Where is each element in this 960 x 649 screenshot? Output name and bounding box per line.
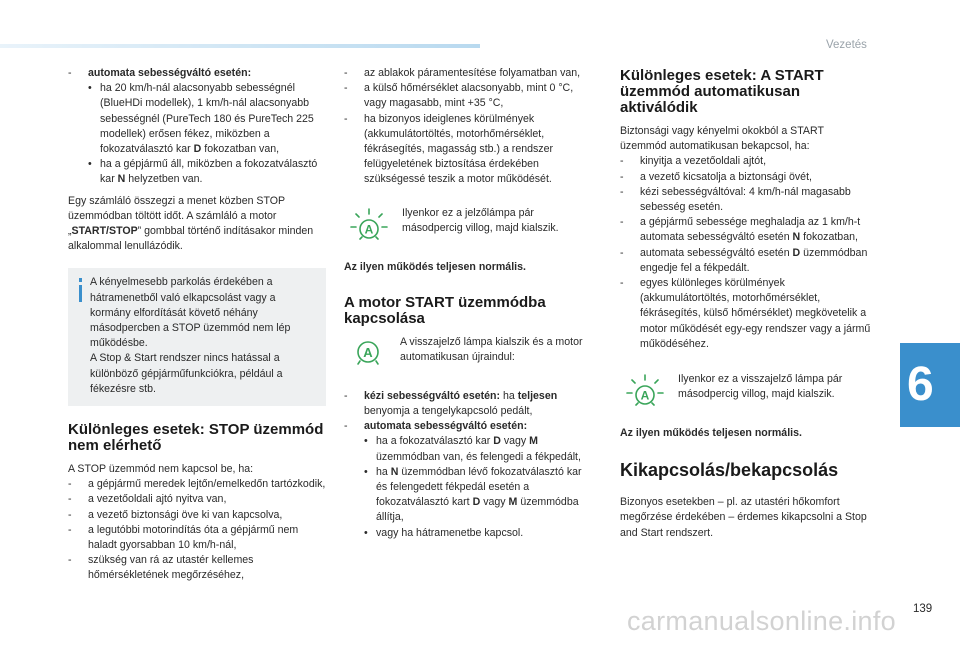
svg-text:A: A xyxy=(364,222,374,237)
column-1 xyxy=(68,66,326,584)
list-item: - automata sebességváltó esetén: xyxy=(344,419,590,434)
list-item: - kézi sebességváltóval: 4 km/h-nál magasabb sebesség esetén. xyxy=(620,185,872,215)
watermark: carmanualsonline.info xyxy=(627,606,896,636)
paragraph: Bizonyos esetekben – pl. az utastéri hőkomfort megőrzése érdekében – érdemes kikapcsolni a Stop and Start rendszert. xyxy=(620,496,867,539)
lamp-note xyxy=(344,335,590,371)
info-text: A kényelmesebb parkolás érdekében a hátramenetből való elkapcsolást vagy a kormány elfordítását követő néhány másodpercben a STOP üzemmód nem lép működésbe. xyxy=(90,276,291,350)
list-item: - a vezető kicsatolja a biztonsági övét, xyxy=(620,170,872,185)
warning-lamp-note xyxy=(344,206,590,248)
section-heading: Kikapcsolás/bekapcsolás xyxy=(620,460,839,481)
list-item: - automata sebességváltó esetén D üzemmódban engedje fel a fékpedált. xyxy=(620,246,872,276)
chapter-tab: 6 xyxy=(900,343,960,427)
section-heading: Különleges esetek: STOP üzemmód nem elérhető xyxy=(68,421,324,455)
list-subitem: • ha 20 km/h-nál alacsonyabb sebességnél (BlueHDi modellek), 1 km/h-nál alacsonyabb sebességnél (PureTech 180 és PureTech 225 modellek) erősen fékez, miközben a fokozatválasztó kar D fokozatban van, xyxy=(68,81,326,157)
list-item: - egyes különleges körülmények (akkumulátortöltés, motorhőmérséklet, fékrásegítés, külső hőmérséklet) megkövetelik a motor működését egy-egy rendszer vagy a jármű működéséhez. xyxy=(620,276,872,352)
info-box xyxy=(68,268,326,406)
info-text: A Stop & Start rendszer nincs hatással a különböző gépjárműfunkciókra, például a fékezésre stb. xyxy=(90,352,283,395)
list-subitem: • ha a gépjármű áll, miközben a fokozatválasztó kar N helyzetben van. xyxy=(68,157,326,187)
list-item: - a vezető biztonsági öve ki van kapcsolva, xyxy=(68,508,326,523)
list-subitem: • ha N üzemmódban lévő fokozatválasztó kar és felengedett fékpedál esetén a fokozatválasztó kart D vagy M üzemmódba állítja, xyxy=(344,465,590,526)
column-2 xyxy=(344,66,590,541)
lamp-note-text: A visszajelző lámpa kialszik és a motor automatikusan újraindul: xyxy=(400,335,583,364)
list-item: - szükség van rá az utastér kellemes hőmérsékletének megőrzéséhez, xyxy=(68,553,326,583)
section-heading: A motor START üzemmódba kapcsolása xyxy=(344,293,546,327)
normal-note: Az ilyen működés teljesen normális. xyxy=(344,260,526,273)
list-item: - a vezetőoldali ajtó nyitva van, xyxy=(68,492,326,507)
list-item: - kézi sebességváltó esetén: ha teljesen benyomja a tengelykapcsoló pedált, xyxy=(344,389,590,419)
normal-note: Az ilyen működés teljesen normális. xyxy=(620,427,802,440)
list-item: - a legutóbbi motorindítás óta a gépjármű nem haladt gyorsabban 10 km/h-nál, xyxy=(68,523,326,553)
paragraph: Biztonsági vagy kényelmi okokból a START üzemmód automatikusan bekapcsol, ha: xyxy=(620,125,824,153)
paragraph: Egy számláló összegzi a menet közben STOP üzemmódban töltött időt. A számláló a motor „START/STOP” gombbal történő indításakor minden alkalommal lenullázódik. xyxy=(68,194,314,253)
header-bar xyxy=(0,44,480,48)
warning-text: Ilyenkor ez a visszajelző lámpa pár másodpercig villog, majd kialszik. xyxy=(678,373,843,401)
list-subitem: • ha a fokozatválasztó kar D vagy M üzemmódban van, és felengedi a fékpedált, xyxy=(344,434,590,464)
list-item: - a gépjármű meredek lejtőn/emelkedőn tartózkodik, xyxy=(68,477,326,492)
svg-text:A: A xyxy=(640,388,650,403)
page-number: 139 xyxy=(913,603,933,615)
list-item: - a gépjármű sebessége meghaladja az 1 km/h-t automata sebességváltó esetén N fokozatban, xyxy=(620,215,872,245)
warning-lamp-note xyxy=(620,372,872,414)
column-3 xyxy=(620,66,872,541)
paragraph: A STOP üzemmód nem kapcsol be, ha: xyxy=(68,463,254,476)
list-item: - kinyitja a vezetőoldali ajtót, xyxy=(620,154,872,169)
list-item: - automata sebességváltó esetén: xyxy=(68,66,326,81)
stop-start-flashing-lamp-icon xyxy=(624,372,666,414)
list-item: - ha bizonyos ideiglenes körülmények (akkumulátortöltés, motorhőmérséklet, fékrásegítés, magasság stb.) a rendszer felügyeletének biztosítása érdekében szükségessé teszik a motor működését. xyxy=(344,112,590,188)
stop-start-lamp-icon xyxy=(350,335,386,371)
list-item: - az ablakok páramentesítése folyamatban van, xyxy=(344,66,590,81)
list-item: - a külső hőmérséklet alacsonyabb, mint 0 °C, vagy magasabb, mint +35 °C, xyxy=(344,81,590,111)
chapter-title: Vezetés xyxy=(826,39,867,51)
list-subitem: • vagy ha hátramenetbe kapcsol. xyxy=(344,526,590,541)
svg-text:A: A xyxy=(363,344,373,360)
warning-text: Ilyenkor ez a jelzőlámpa pár másodpercig villog, majd kialszik. xyxy=(402,206,559,234)
section-heading: Különleges esetek: A START üzemmód automatikusan aktiválódik xyxy=(620,67,824,116)
stop-start-flashing-lamp-icon xyxy=(348,206,390,248)
